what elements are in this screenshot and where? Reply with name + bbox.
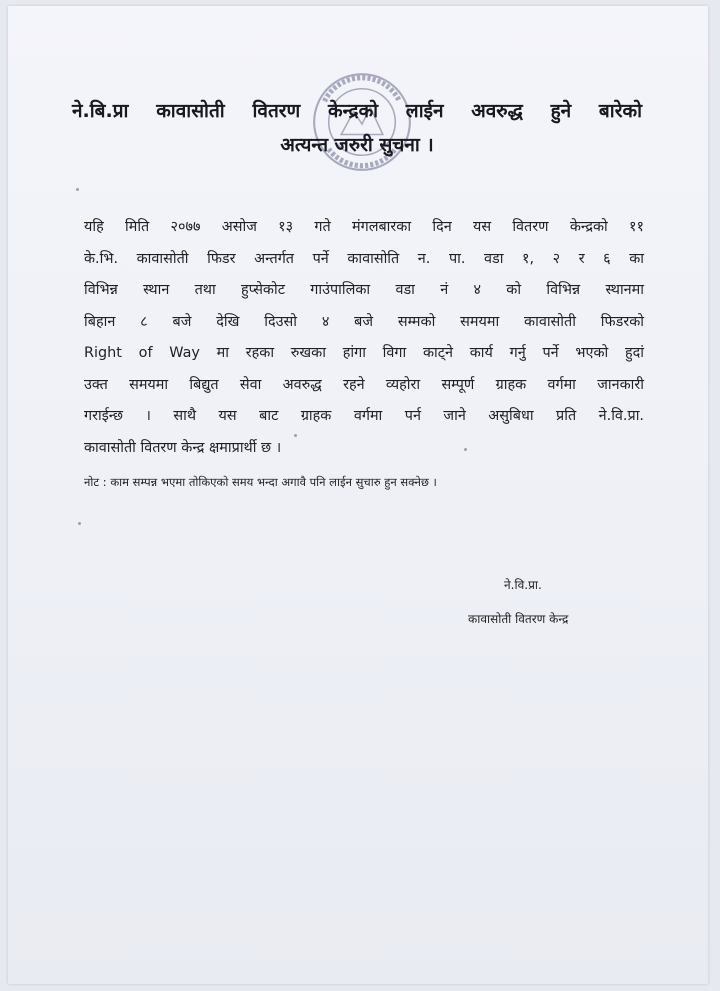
- paper-speck: [78, 522, 81, 525]
- body-line: के.भि. कावासोती फिडर अन्तर्गत पर्ने कावासोति न. पा. वडा १, २ र ६ का: [84, 250, 644, 267]
- notice-heading: [72, 94, 642, 162]
- signature-org: ने.वि.प्रा.: [504, 578, 542, 592]
- body-line: गराईन्छ । साथै यस बाट ग्राहक वर्गमा पर्न जाने असुबिधा प्रति ने.वि.प्रा.: [84, 408, 644, 424]
- signature-block: [448, 568, 618, 636]
- body-line: उक्त समयमा बिद्युत सेवा अवरुद्ध रहने व्यहोरा सम्पूर्ण ग्राहक वर्गमा जानकारी: [84, 376, 644, 393]
- body-line: Right of Way मा रहका रुखका हांगा विगा काट्ने कार्य गर्नु पर्ने भएको हुदां: [84, 345, 644, 361]
- paper-speck: [294, 434, 297, 437]
- body-line: बिहान ८ बजे देखि दिउसो ४ बजे सम्मको समयमा कावासोती फिडरको: [84, 313, 644, 330]
- notice-body: [84, 212, 644, 464]
- notice-note: नोट : काम सम्पन्न भएमा तोकिएको समय भन्दा अगावै पनि लाईन सुचारु हुन सक्नेछ ।: [84, 475, 437, 489]
- heading-line-1: ने.बि.प्रा कावासोती वितरण केन्द्रको लाईन अवरुद्ध हुने बारेको: [72, 100, 642, 122]
- signature-office: कावासोती वितरण केन्द्र: [468, 612, 569, 626]
- body-line: कावासोती वितरण केन्द्र क्षमाप्रार्थी छ ।: [84, 439, 282, 456]
- notice-page: [8, 6, 708, 984]
- heading-line-2: अत्यन्त जरुरी सुचना ।: [280, 134, 434, 156]
- body-line: विभिन्न स्थान तथा हुप्सेकोट गाउंपालिका वडा नं ४ को विभिन्न स्थानमा: [84, 282, 644, 298]
- paper-speck: [76, 188, 79, 191]
- body-line: यहि मिति २०७७ असोज १३ गते मंगलबारका दिन यस वितरण केन्द्रको ११: [84, 219, 644, 235]
- paper-speck: [464, 448, 467, 451]
